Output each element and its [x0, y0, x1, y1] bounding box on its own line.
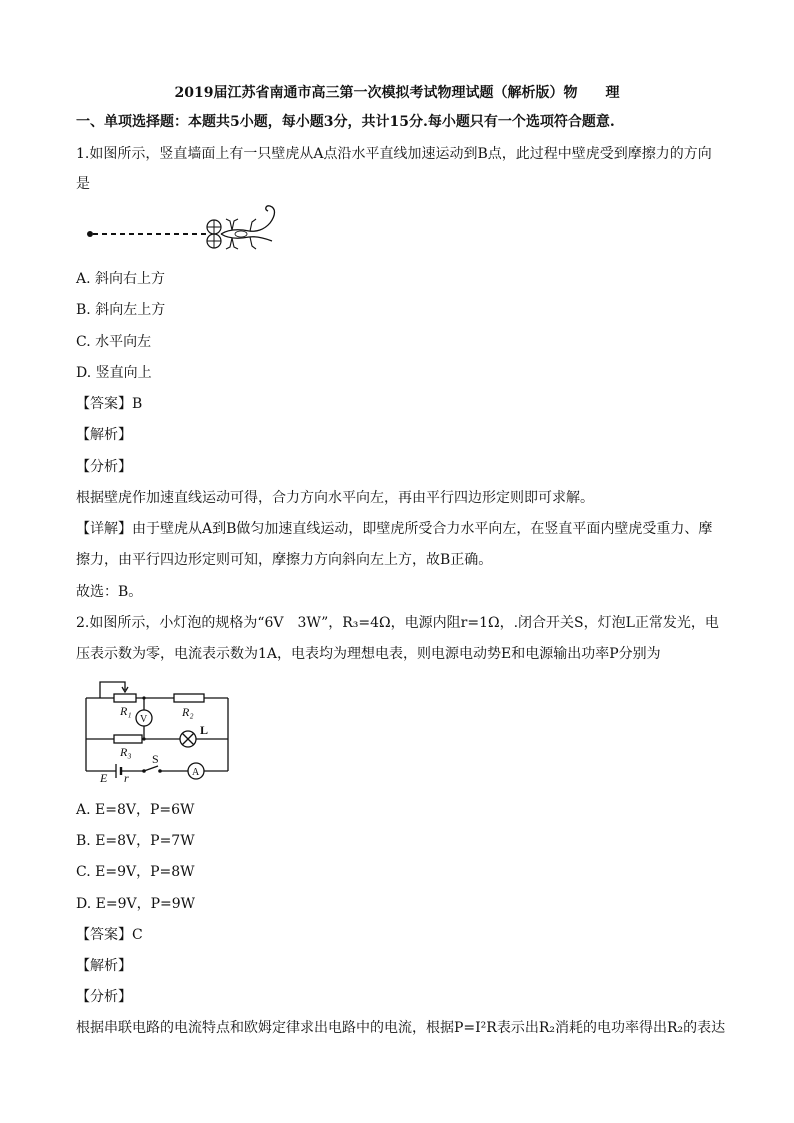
lamp-label: L [200, 723, 209, 737]
q1-option-c: C. 水平向左 [76, 334, 152, 350]
emf-label: E [100, 771, 108, 784]
switch-label: S [152, 752, 159, 766]
q1-answer: 【答案】B [76, 396, 143, 412]
q1-conclusion: 故选：B。 [76, 584, 143, 600]
q1-analysis: 根据壁虎作加速直线运动可得，合力方向水平向左，再由平行四边形定则即可求解。 [76, 490, 594, 506]
q1-detail: 【详解】由于壁虎从A到B做匀加速直线运动，即壁虎所受合力水平向左，在竖直平面内壁虎受重力、摩 [76, 521, 713, 537]
q1-option-a: A. 斜向右上方 [76, 271, 166, 287]
circuit-diagram [78, 672, 238, 784]
section-heading: 一、单项选择题：本题共5小题，每小题3分，共计15分.每小题只有一个选项符合题意. [76, 114, 615, 130]
page-title: 2019届江苏省南通市高三第一次模拟考试物理试题（解析版）物 理 [174, 85, 620, 101]
q2-analysis: 根据串联电路的电流特点和欧姆定律求出电路中的电流，根据P=I²R表示出R₂消耗的电功率得出R₂的表达 [76, 1020, 726, 1036]
q1-fenxi-heading: 【分析】 [76, 459, 132, 475]
label-r3: R₃ [120, 745, 132, 759]
gecko-figure [84, 203, 284, 255]
q2-answer: 【答案】C [76, 927, 143, 943]
internal-r-label: r [124, 771, 129, 784]
q1-stem-cont: 是 [76, 176, 90, 192]
q1-detail-cont: 擦力，由平行四边形定则可知，摩擦力方向斜向左上方，故B正确。 [76, 552, 493, 568]
voltmeter-label: V [140, 714, 148, 725]
q2-option-a: A. E=8V，P=6W [76, 802, 195, 818]
q2-option-d: D. E=9V，P=9W [76, 896, 196, 912]
q1-option-d: D. 竖直向上 [76, 365, 152, 381]
q2-stem: 2.如图所示，小灯泡的规格为“6V 3W”，R₃=4Ω，电源内阻r=1Ω，.闭合开关S，灯泡L正常发光，电 [76, 615, 719, 631]
label-r1: R₁ [120, 704, 132, 718]
ammeter-label: A [192, 767, 200, 778]
q2-stem-cont: 压表示数为零，电流表示数为1A，电表均为理想电表，则电源电动势E和电源输出功率P分别为 [76, 646, 661, 662]
q1-stem: 1.如图所示，竖直墙面上有一只壁虎从A点沿水平直线加速运动到B点，此过程中壁虎受到摩擦力的方向 [76, 146, 712, 162]
label-r2: R₂ [182, 705, 194, 719]
q2-option-c: C. E=9V，P=8W [76, 864, 195, 880]
q2-jiexi-heading: 【解析】 [76, 958, 132, 974]
q2-option-b: B. E=8V，P=7W [76, 833, 195, 849]
q2-fenxi-heading: 【分析】 [76, 989, 132, 1005]
q1-option-b: B. 斜向左上方 [76, 302, 166, 318]
q1-jiexi-heading: 【解析】 [76, 427, 132, 443]
